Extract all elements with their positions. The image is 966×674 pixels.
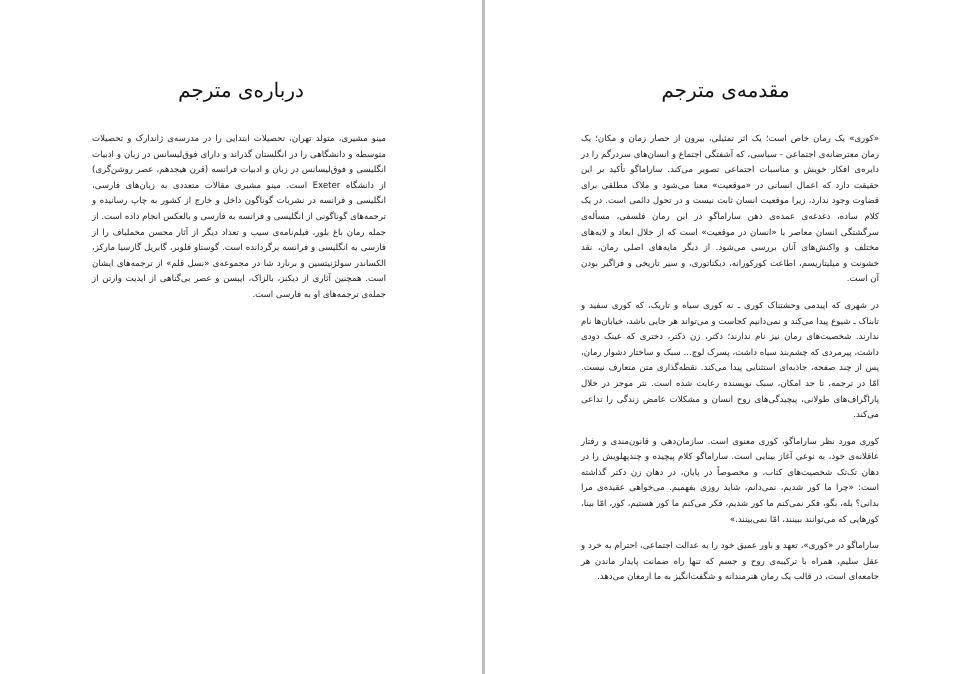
- translator-preface: [581, 132, 879, 597]
- paragraph: ساراماگو در «کوری»، تعهد و باور عمیق خود را به عدالت اجتماعی، احترام به خرد و عقل سلیم، همراه با ترکیبه‌ی روح و جسم که تنها راه ضمانت پایدار ماندن هر جامعه‌ای است، در قالب یک رمان هنرمندانه و شگفت‌انگیز به ما ارمغان می‌دهد.: [581, 541, 879, 583]
- paragraph: «کوری» یک رمان خاص است؛ یک اثر تمثیلی، بیرون از حصار زمان و مکان؛ یک رمان معترضانه‌ی اجتماعی - سیاسی، که آشفتگی اجتماع و انسان‌های سردرگم را در دایره‌ی افکار خویش و مناسبات اجتماعی تصویر می‌کند. ساراماگو تأکید بر این حقیقت دارد که اعمال انسانی در «موقعیت» معنا می‌شود و ملاک مطلقی برای قضاوت وجود ندارد، زیرا موقعیت انسان ثابت نیست و در تحول دائمی است. در یک کلام ساده، دغدغه‌ی عمده‌ی ذهن ساراماگو در این رمان فلسفی، مسأله‌ی سرگشتگی انسان معاصر یا «انسان در موقعیت» است که از خلال ابعاد و لایه‌های مختلف و واکنش‌های آنان بررسی می‌شود. از دیگر مایه‌های اصلی رمان، نقد خشونت و میلیتاریسم، اطاعت کورکورانه، دیکتاتوری، و سیر تاریخی و فراگیر بودن آن است.: [581, 134, 879, 285]
- left-page: [0, 0, 482, 674]
- paragraph: در شهری که اپیدمی وحشتناک کوری ـ نه کوری سیاه و تاریک، که کوری سفید و تابناک ـ شیوع پیدا می‌کند و نمی‌دانیم کجاست و می‌تواند هر جایی باشد، خیابان‌ها نام ندارند. شخصیت‌های رمان نیز نام ندارند؛ دکتر، زن دکتر، دختری که عینک دودی داشت، پیرمردی که چشم‌بند سیاه داشت، پسرک لوچ... سبک و ساختار دشوار رمان، پس از چند صفحه، جاذبه‌ای استثنایی پیدا می‌کند. نقطه‌گذاری متن متعارف نیست. امّا در ترجمه، تا حد امکان، سبک نویسنده رعایت شده است. نثر موجز در خلال پاراگراف‌های طولانی، پیچیدگی‌های روح انسان و مشکلات عامض زندگی را تداعی می‌کند.: [581, 300, 879, 421]
- translator-bio: [92, 132, 386, 315]
- page-title: درباره‌ی مترجم: [178, 78, 304, 102]
- paragraph: مینو مشیری، متولد تهران، تحصیلات ابتدایی را در مدرسه‌ی ژاندارک و تحصیلات متوسطه و دانشگاهی را در انگلستان گذراند و دارای فوق‌لیسانس در زبان و ادبیات انگلیسی و فوق‌لیسانس در زبان و ادبیات فرانسه (قرن هیجدهم، عصر روشن‌گری) از دانشگاه Exeter است. مینو مشیری مقالات متعددی به زبان‌های فارسی، انگلیسی و فرانسه در نشریات گوناگون داخل و خارج از کشور به چاپ رسانیده و ترجمه‌های گوناگونی از انگلیسی و فرانسه به فارسی و بالعکس انجام داده است. از جمله رمان باغ بلور، فیلم‌نامه‌ی سیب و تعداد دیگر از آثار محسن مخملباف را از فارسی به انگلیسی و فرانسه برگردانده است. گوستاو فلوبر، گابریل گارسیا مارکز، الکساندر سولژنیتسین و برنارد شا در مجموعه‌ی «نسل قلم» از ترجمه‌های ایشان است. همچنین آثاری از دیکنز، بالزاک، ایبسن و عصر بی‌گناهی از ایدیت وارتن از جمله‌ی ترجمه‌های او به فارسی است.: [92, 134, 387, 300]
- page-title: مقدمه‌ی مترجم: [661, 78, 790, 102]
- paragraph: کوری مورد نظر ساراماگو، کوری معنوی است. سازمان‌دهی و قانون‌مندی و رفتار عاقلانه‌ی خود، به نوعی آغاز بینایی است. ساراماگو کلام پیچیده و چندپهلویش را در دهان تک‌تک شخصیت‌های کتاب، و مخصوصاً در پایان، در دهان زن دکتر گذاشته است: «چرا ما کور شدیم، نمی‌دانم، شاید روزی بفهمیم. می‌خواهی عقیده‌ی مرا بدانی؟ بله، بگو، فکر نمی‌کنم ما کور شدیم، فکر می‌کنم ما کور هستیم، کور، امّا بینا، کورهایی که می‌توانند ببینند، امّا نمی‌بینند.»: [581, 436, 879, 525]
- right-page: [485, 0, 966, 674]
